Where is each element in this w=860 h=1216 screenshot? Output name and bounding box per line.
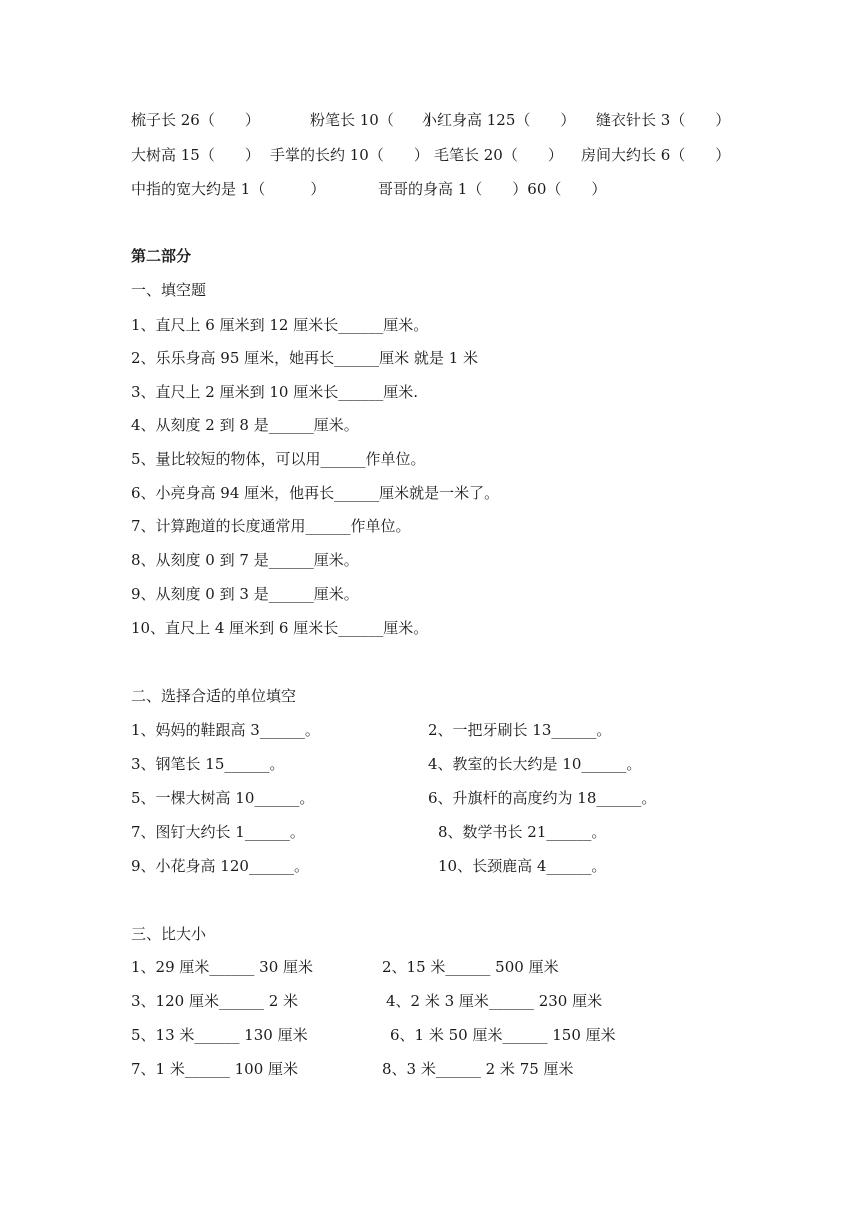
- compare-item: 1、29 厘米______ 30 厘米: [131, 958, 314, 976]
- question-item: 4、从刻度 2 到 8 是______厘米。: [131, 416, 359, 434]
- section-title: 一、填空题: [131, 281, 207, 299]
- question-item: 9、小花身高 120______。: [131, 857, 309, 875]
- compare-item: 7、1 米______ 100 厘米: [131, 1060, 299, 1078]
- compare-item: 2、15 米______ 500 厘米: [382, 958, 559, 976]
- question-row: [0, 786, 860, 810]
- compare-item: 3、120 厘米______ 2 米: [131, 992, 299, 1010]
- unit-item: 毛笔长 20（ ）: [434, 146, 563, 164]
- compare-item: 4、2 米 3 厘米______ 230 厘米: [386, 992, 603, 1010]
- question-item: 2、一把牙刷长 13______。: [428, 721, 612, 739]
- question-item: 10、直尺上 4 厘米到 6 厘米长______厘米。: [131, 619, 429, 637]
- units-row: [0, 177, 860, 201]
- part-heading: 第二部分: [131, 247, 192, 265]
- question-item: 10、长颈鹿高 4______。: [438, 857, 607, 875]
- question-item: 1、妈妈的鞋跟高 3______。: [131, 721, 320, 739]
- unit-item: 梳子长 26（ ）: [131, 111, 260, 129]
- question-item: 9、从刻度 0 到 3 是______厘米。: [131, 585, 359, 603]
- question-row: [0, 820, 860, 844]
- unit-item: 哥哥的身高 1（ ）60（ ）: [378, 180, 607, 198]
- question-row: [0, 718, 860, 742]
- question-item: 3、钢笔长 15______。: [131, 755, 285, 773]
- question-item: 4、教室的长大约是 10______。: [428, 755, 642, 773]
- question-row: [0, 854, 860, 878]
- question-item: 7、图钉大约长 1______。: [131, 823, 305, 841]
- compare-item: 8、3 米______ 2 米 75 厘米: [382, 1060, 574, 1078]
- compare-row: [0, 955, 860, 979]
- unit-item: 粉笔长 10（ ）: [310, 111, 439, 129]
- units-row: [0, 108, 860, 132]
- question-item: 2、乐乐身高 95 厘米，她再长______厘米 就是 1 米: [131, 349, 479, 367]
- unit-item: 大树高 15（ ）: [131, 146, 260, 164]
- unit-item: 手掌的长约 10（ ）: [270, 146, 429, 164]
- question-item: 8、数学书长 21______。: [438, 823, 607, 841]
- unit-item: 小红身高 125（ ）: [422, 111, 576, 129]
- unit-item: 中指的宽大约是 1（ ）: [131, 180, 326, 198]
- section-title: 二、选择合适的单位填空: [131, 687, 297, 705]
- question-item: 6、升旗杆的高度约为 18______。: [428, 789, 657, 807]
- question-item: 5、量比较短的物体，可以用______作单位。: [131, 450, 426, 468]
- question-item: 7、计算跑道的长度通常用______作单位。: [131, 517, 411, 535]
- compare-row: [0, 1023, 860, 1047]
- unit-item: 房间大约长 6（ ）: [581, 146, 731, 164]
- compare-row: [0, 989, 860, 1013]
- compare-item: 6、1 米 50 厘米______ 150 厘米: [390, 1026, 616, 1044]
- question-item: 6、小亮身高 94 厘米，他再长______厘米就是一米了。: [131, 484, 500, 502]
- unit-item: 缝衣针长 3（ ）: [596, 111, 731, 129]
- compare-row: [0, 1057, 860, 1081]
- compare-item: 5、13 米______ 130 厘米: [131, 1026, 308, 1044]
- question-item: 3、直尺上 2 厘米到 10 厘米长______厘米.: [131, 383, 419, 401]
- units-row: [0, 143, 860, 167]
- section-title: 三、比大小: [131, 925, 207, 943]
- question-item: 8、从刻度 0 到 7 是______厘米。: [131, 551, 359, 569]
- question-item: 5、一棵大树高 10______。: [131, 789, 315, 807]
- question-item: 1、直尺上 6 厘米到 12 厘米长______厘米。: [131, 316, 429, 334]
- question-row: [0, 752, 860, 776]
